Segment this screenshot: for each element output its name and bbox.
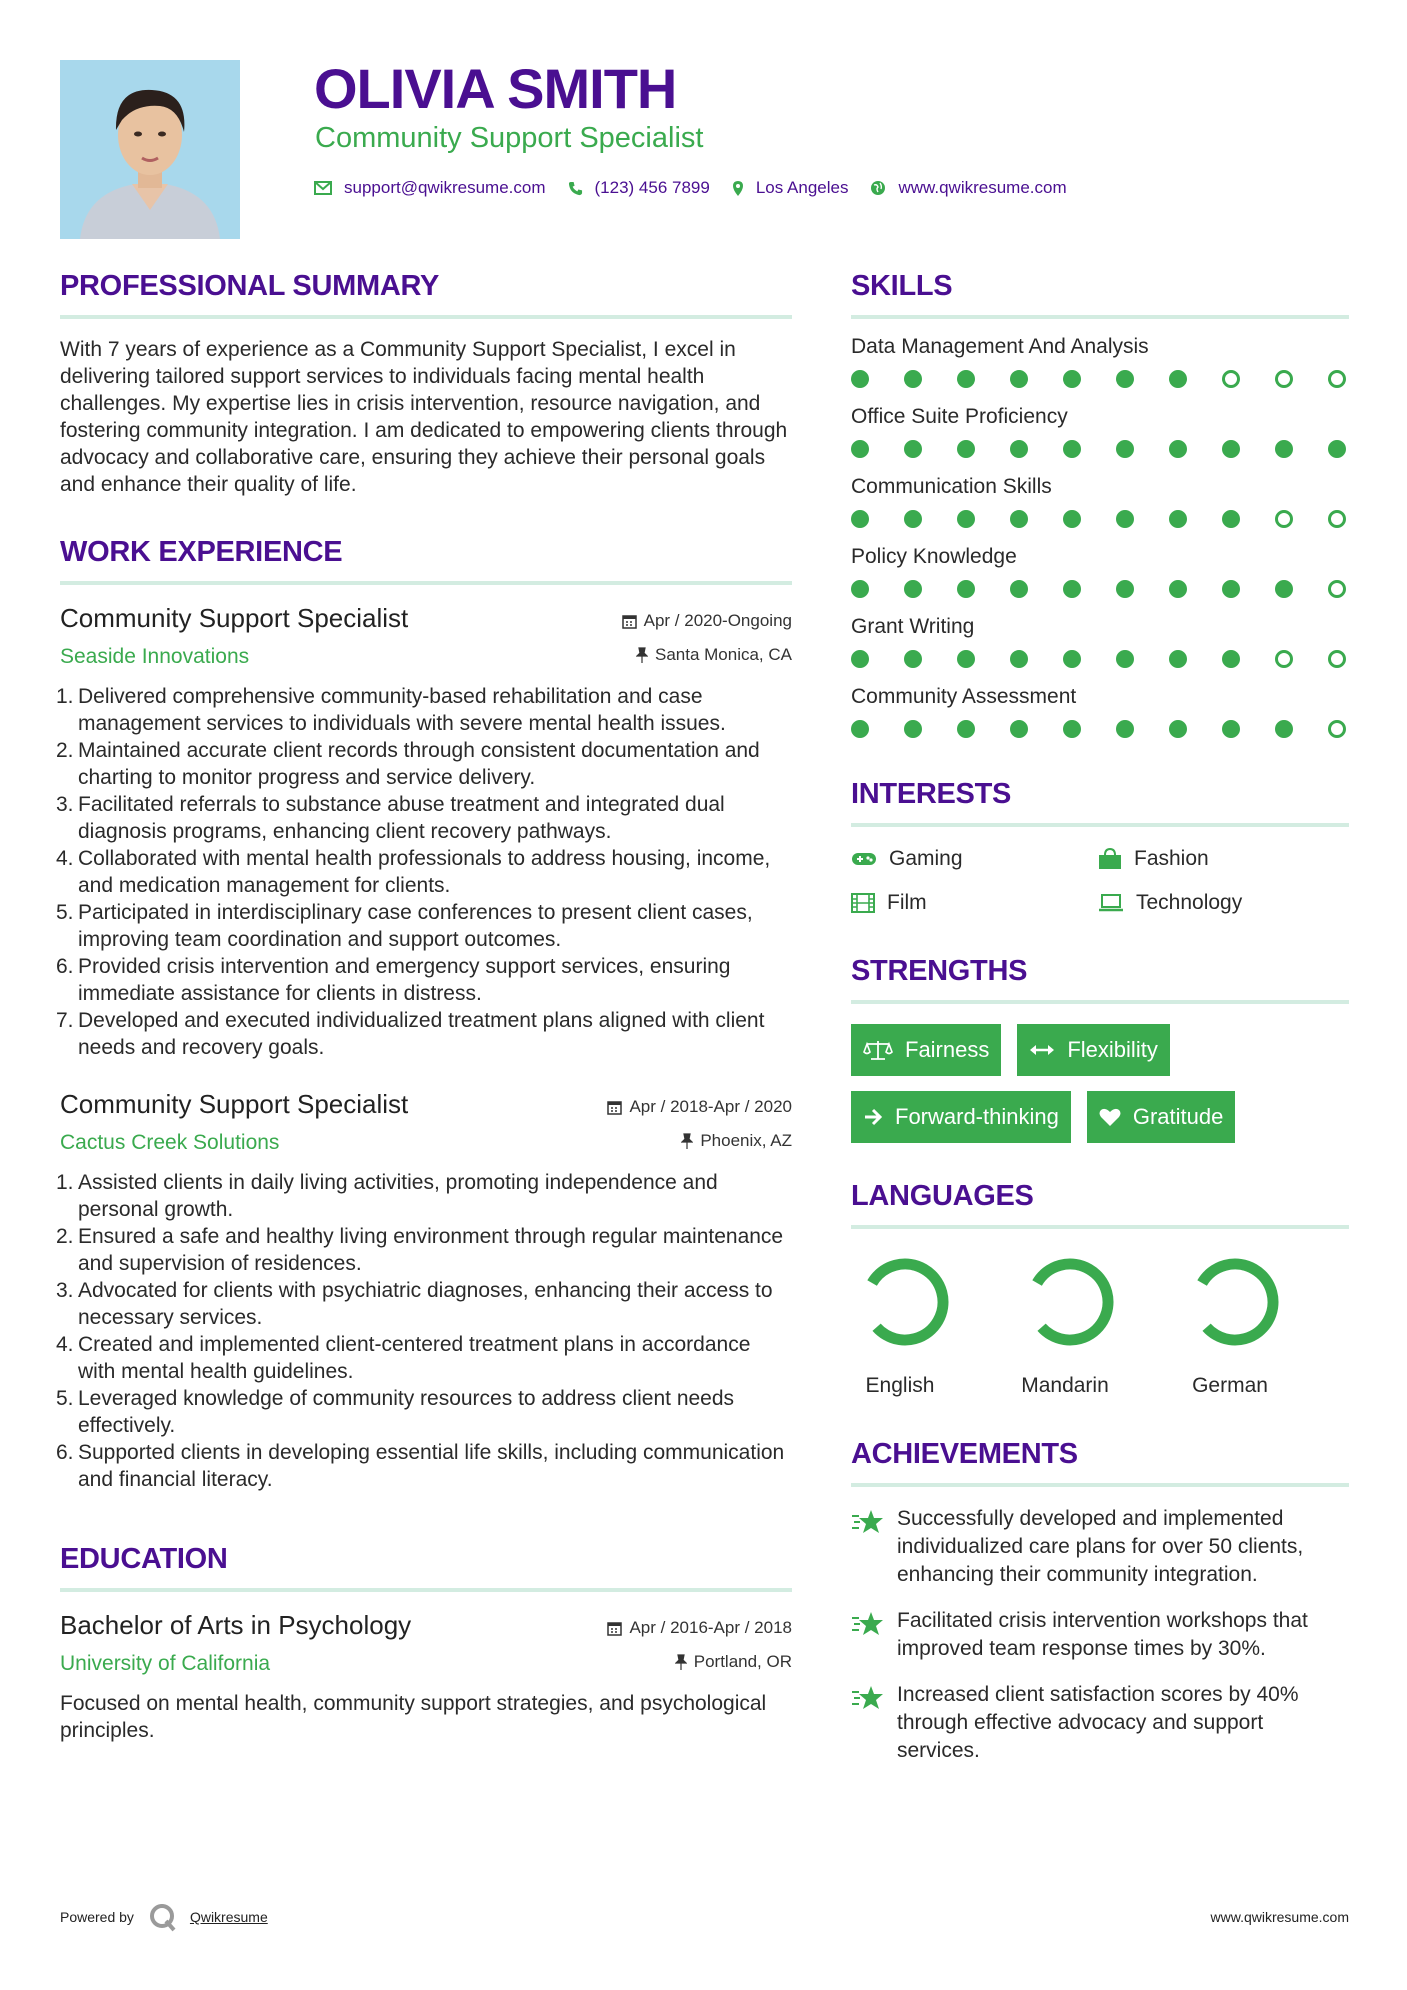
rating-dot-filled [1116, 720, 1134, 738]
languages-list [851, 1254, 1349, 1398]
section-divider [851, 1225, 1349, 1229]
right-column [851, 270, 1349, 1765]
education-heading: EDUCATION [60, 1543, 228, 1575]
rating-dot-empty [1275, 510, 1293, 528]
footer [60, 1902, 1349, 1932]
rating-dot-filled [1116, 580, 1134, 598]
list-item: 6. Provided crisis intervention and emergency support services, ensuring immediate assistance for clients in distress. [56, 955, 731, 1005]
rating-dot-filled [1169, 720, 1187, 738]
list-item: 4. Collaborated with mental health professionals to address housing, income, and medication management for clients. [56, 847, 771, 897]
school-name: University of California [60, 1652, 271, 1675]
rating-dot-empty [1328, 370, 1346, 388]
rating-dot-empty [1222, 370, 1240, 388]
job-location: Santa Monica, CA [636, 645, 792, 665]
interest-item: Gaming [851, 847, 1098, 871]
language-item [851, 1254, 1016, 1398]
language-gauge [857, 1254, 953, 1350]
languages-heading: LANGUAGES [851, 1180, 1034, 1212]
rating-dot-filled [1275, 580, 1293, 598]
rating-dot-filled [1010, 580, 1028, 598]
rating-dot-filled [957, 650, 975, 668]
list-item: 1. Delivered comprehensive community-based rehabilitation and case management services to individuals with severe mental health issues. [56, 685, 726, 735]
rating-dot-filled [1063, 580, 1081, 598]
rating-dot-filled [1116, 650, 1134, 668]
interests-heading: INTERESTS [851, 778, 1012, 810]
section-divider [60, 1588, 792, 1592]
strength-chip: Forward-thinking [851, 1091, 1071, 1143]
section-divider [851, 1000, 1349, 1004]
rating-dot-filled [957, 580, 975, 598]
contact-phone[interactable]: (123) 456 7899 [568, 178, 710, 198]
rating-dot-filled [1063, 720, 1081, 738]
rating-dot-filled [1010, 650, 1028, 668]
job-dates: Apr / 2020-Ongoing [622, 611, 792, 631]
map-marker-icon [732, 180, 744, 197]
rating-dot-filled [957, 370, 975, 388]
skill-name: Grant Writing [851, 615, 975, 638]
rating-dot-empty [1328, 650, 1346, 668]
rating-dot-filled [1169, 650, 1187, 668]
achievements-list [851, 1505, 1349, 1765]
rating-dot-filled [1010, 370, 1028, 388]
strengths-heading: STRENGTHS [851, 955, 1028, 987]
skill-item [851, 475, 1349, 529]
profile-photo [60, 60, 240, 239]
rating-dot-filled [1010, 510, 1028, 528]
skill-rating [851, 440, 1349, 459]
contact-location: Los Angeles [732, 178, 849, 198]
contact-bar [314, 178, 1089, 198]
education-location: Portland, OR [675, 1652, 792, 1672]
language-item [1181, 1254, 1346, 1398]
job-bullets [56, 1169, 792, 1493]
rating-dot-filled [1169, 510, 1187, 528]
rating-dot-filled [1222, 720, 1240, 738]
calendar-icon [622, 614, 637, 629]
section-divider [60, 581, 792, 585]
rating-dot-filled [957, 510, 975, 528]
skill-name: Policy Knowledge [851, 545, 1017, 568]
rating-dot-empty [1328, 510, 1346, 528]
education-description: Focused on mental health, community support strategies, and psychological principles. [60, 1692, 767, 1742]
globe-icon [870, 180, 886, 196]
summary-text: With 7 years of experience as a Community Support Specialist, I excel in delivering tailored support services to individuals facing mental health challenges. My expertise lies in crisis intervention, resource navigation, and fostering community integration. I am dedicated to empowering clients through advocacy and collaborative care, ensuring they achieve their personal goals and enhance their quality of life. [60, 338, 788, 496]
skill-rating [851, 720, 1349, 739]
skill-name: Data Management And Analysis [851, 335, 1149, 358]
education-entry [60, 1610, 792, 1744]
rating-dot-filled [1169, 580, 1187, 598]
list-item: 5. Participated in interdisciplinary case conferences to present client cases, improving team coordination and support outcomes. [56, 901, 753, 951]
section-divider [60, 315, 792, 319]
summary-heading: PROFESSIONAL SUMMARY [60, 270, 440, 302]
rating-dot-filled [1116, 510, 1134, 528]
rating-dot-empty [1328, 720, 1346, 738]
contact-email[interactable]: support@qwikresume.com [314, 178, 546, 198]
skill-item [851, 685, 1349, 739]
arrow-right-icon [863, 1108, 883, 1126]
laptop-icon [1098, 894, 1124, 912]
rating-dot-filled [1222, 650, 1240, 668]
job-entry [56, 1089, 792, 1493]
contact-website[interactable]: www.qwikresume.com [870, 178, 1066, 198]
rating-dot-filled [957, 440, 975, 458]
list-item: 2. Maintained accurate client records through consistent documentation and charting to monitor progress and service delivery. [56, 739, 760, 789]
skills-section [851, 270, 1349, 739]
pushpin-icon [675, 1654, 687, 1670]
job-title: Community Support Specialist [60, 1089, 409, 1119]
interest-item: Film [851, 891, 1098, 915]
education-section [60, 1543, 792, 1744]
heart-icon [1099, 1107, 1121, 1127]
skill-rating [851, 510, 1349, 529]
language-name: English [865, 1374, 935, 1397]
strengths-section [851, 955, 1349, 1158]
pushpin-icon [681, 1133, 693, 1149]
rating-dot-filled [1222, 510, 1240, 528]
achievements-section [851, 1438, 1349, 1765]
rating-dot-filled [1116, 370, 1134, 388]
skill-name: Communication Skills [851, 475, 1052, 498]
language-name: Mandarin [1021, 1374, 1109, 1397]
rating-dot-filled [1010, 720, 1028, 738]
strength-chip: Gratitude [1087, 1091, 1236, 1143]
pushpin-icon [636, 647, 648, 663]
achievement-item: Increased client satisfaction scores by 40% through effective advocacy and support services. [851, 1681, 1349, 1765]
list-item: 2. Ensured a safe and healthy living environment through regular maintenance and supervision of residences. [56, 1225, 784, 1275]
section-divider [851, 1483, 1349, 1487]
rating-dot-filled [1328, 440, 1346, 458]
list-item: 6. Supported clients in developing essential life skills, including communication and financial literacy. [56, 1441, 785, 1491]
star-icon [851, 1611, 884, 1637]
rating-dot-filled [1063, 370, 1081, 388]
section-divider [851, 315, 1349, 319]
rating-dot-filled [851, 510, 869, 528]
rating-dot-filled [1063, 650, 1081, 668]
gamepad-icon [851, 851, 877, 867]
achievement-item: Successfully developed and implemented individualized care plans for over 50 clients, enhancing their community integration. [851, 1505, 1349, 1589]
shopping-bag-icon [1098, 848, 1122, 870]
job-bullets [56, 683, 792, 1061]
balance-scale-icon [863, 1039, 893, 1061]
powered-by: Powered by Qwikresume [60, 1902, 268, 1932]
rating-dot-filled [1222, 440, 1240, 458]
experience-section [56, 536, 792, 1493]
list-item: 4. Created and implemented client-centered treatment plans in accordance with mental health guidelines. [56, 1333, 751, 1383]
job-company: Seaside Innovations [60, 645, 250, 668]
phone-icon [568, 181, 583, 196]
achievements-heading: ACHIEVEMENTS [851, 1438, 1078, 1470]
rating-dot-empty [1275, 370, 1293, 388]
rating-dot-filled [904, 440, 922, 458]
rating-dot-filled [1275, 720, 1293, 738]
list-item: 1. Assisted clients in daily living activities, promoting independence and personal growth. [56, 1171, 718, 1221]
rating-dot-filled [904, 510, 922, 528]
skills-heading: SKILLS [851, 270, 953, 302]
rating-dot-filled [1010, 440, 1028, 458]
skill-item [851, 615, 1349, 669]
section-divider [851, 823, 1349, 827]
skill-name: Community Assessment [851, 685, 1077, 708]
film-icon [851, 893, 875, 913]
strengths-list [851, 1024, 1349, 1158]
footer-website[interactable]: www.qwikresume.com [1210, 1909, 1349, 1925]
strength-chip: Flexibility [1017, 1024, 1169, 1076]
calendar-icon [607, 1621, 622, 1636]
job-dates: Apr / 2018-Apr / 2020 [607, 1097, 792, 1117]
language-gauge [1187, 1254, 1283, 1350]
rating-dot-filled [1063, 510, 1081, 528]
rating-dot-filled [1222, 580, 1240, 598]
rating-dot-filled [1063, 440, 1081, 458]
interests-list [851, 847, 1349, 915]
brand-link[interactable]: Qwikresume [189, 1909, 268, 1925]
rating-dot-filled [904, 720, 922, 738]
rating-dot-filled [904, 650, 922, 668]
achievement-item: Facilitated crisis intervention workshops that improved team response times by 30%. [851, 1607, 1349, 1663]
skills-list [851, 335, 1349, 739]
rating-dot-filled [1169, 440, 1187, 458]
language-name: German [1192, 1374, 1268, 1397]
job-entry [56, 603, 792, 1061]
star-icon [851, 1685, 884, 1711]
left-column [56, 270, 792, 1744]
interests-section [851, 778, 1349, 915]
language-gauge [1022, 1254, 1118, 1350]
arrows-horizontal-icon [1029, 1043, 1055, 1057]
qwikresume-logo-icon [148, 1902, 178, 1932]
job-company: Cactus Creek Solutions [60, 1131, 280, 1154]
degree-title: Bachelor of Arts in Psychology [60, 1610, 412, 1640]
skill-item [851, 545, 1349, 599]
languages-section [851, 1180, 1349, 1398]
language-item [1016, 1254, 1181, 1398]
rating-dot-filled [851, 440, 869, 458]
skill-name: Office Suite Proficiency [851, 405, 1068, 428]
experience-heading: WORK EXPERIENCE [60, 536, 343, 568]
rating-dot-filled [851, 580, 869, 598]
rating-dot-filled [851, 650, 869, 668]
skill-rating [851, 580, 1349, 599]
summary-section [60, 270, 792, 498]
candidate-title: Community Support Specialist [315, 122, 704, 154]
star-icon [851, 1509, 884, 1535]
strength-chip: Fairness [851, 1024, 1001, 1076]
rating-dot-filled [904, 370, 922, 388]
skill-item [851, 335, 1349, 389]
job-location: Phoenix, AZ [681, 1131, 792, 1151]
skill-item [851, 405, 1349, 459]
rating-dot-filled [851, 370, 869, 388]
rating-dot-filled [904, 580, 922, 598]
rating-dot-empty [1275, 650, 1293, 668]
list-item: 3. Facilitated referrals to substance abuse treatment and integrated dual diagnosis programs, enhancing client recovery pathways. [56, 793, 725, 843]
rating-dot-filled [1169, 370, 1187, 388]
interest-item: Technology [1098, 891, 1348, 915]
rating-dot-filled [957, 720, 975, 738]
skill-rating [851, 650, 1349, 669]
calendar-icon [607, 1100, 622, 1115]
candidate-name: OLIVIA SMITH [314, 57, 677, 120]
rating-dot-filled [1275, 440, 1293, 458]
list-item: 3. Advocated for clients with psychiatric diagnoses, enhancing their access to necessary services. [56, 1279, 773, 1329]
job-title: Community Support Specialist [60, 603, 409, 633]
skill-rating [851, 370, 1349, 389]
list-item: 5. Leveraged knowledge of community resources to address client needs effectively. [56, 1387, 735, 1437]
interest-item: Fashion [1098, 847, 1348, 871]
education-dates: Apr / 2016-Apr / 2018 [607, 1618, 792, 1638]
list-item: 7. Developed and executed individualized treatment plans aligned with client needs and recovery goals. [56, 1009, 765, 1059]
rating-dot-filled [1116, 440, 1134, 458]
envelope-icon [314, 181, 332, 195]
rating-dot-filled [851, 720, 869, 738]
rating-dot-empty [1328, 580, 1346, 598]
